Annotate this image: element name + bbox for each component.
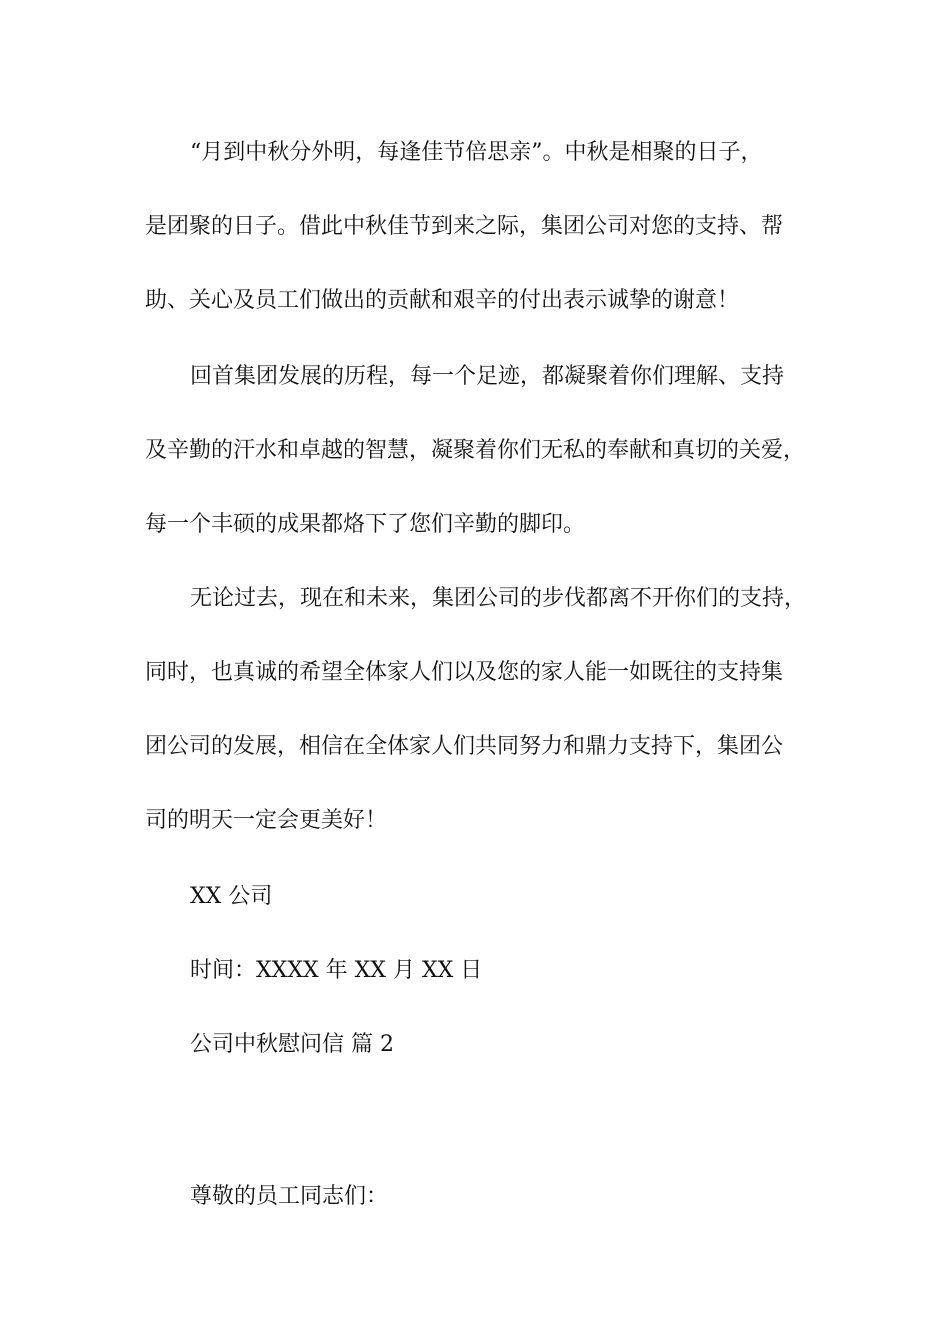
section-title: 公司中秋慰问信 篇 2 (190, 1032, 394, 1057)
paragraph-2-line-3: 每一个丰硕的成果都烙下了您们辛勤的脚印。 (145, 512, 586, 537)
paragraph-2-line-1: 回首集团发展的历程，每一个足迹，都凝聚着你们理解、支持 (190, 364, 785, 389)
paragraph-2-line-2: 及辛勤的汗水和卓越的智慧，凝聚着你们无私的奉献和真切的关爱， (145, 438, 806, 463)
paragraph-3-line-4: 司的明天一定会更美好！ (145, 808, 388, 833)
paragraph-3-line-3: 团公司的发展，相信在全体家人们共同努力和鼎力支持下，集团公 (145, 734, 784, 759)
paragraph-1-line-3: 助、关心及员工们做出的贡献和艰辛的付出表示诚挚的谢意！ (145, 288, 740, 313)
paragraph-1-line-1: “月到中秋分外明，每逢佳节倍思亲”。中秋是相聚的日子， (190, 140, 763, 165)
date-line: 时间：XXXX 年 XX 月 XX 日 (190, 958, 483, 983)
paragraph-3-line-2: 同时，也真诚的希望全体家人们以及您的家人能一如既往的支持集 (145, 660, 784, 685)
paragraph-3-line-1: 无论过去，现在和未来，集团公司的步伐都离不开你们的支持， (190, 586, 807, 611)
signature: XX 公司 (190, 884, 273, 909)
greeting: 尊敬的员工同志们： (190, 1184, 389, 1209)
paragraph-1-line-2: 是团聚的日子。借此中秋佳节到来之际，集团公司对您的支持、帮 (145, 214, 784, 239)
